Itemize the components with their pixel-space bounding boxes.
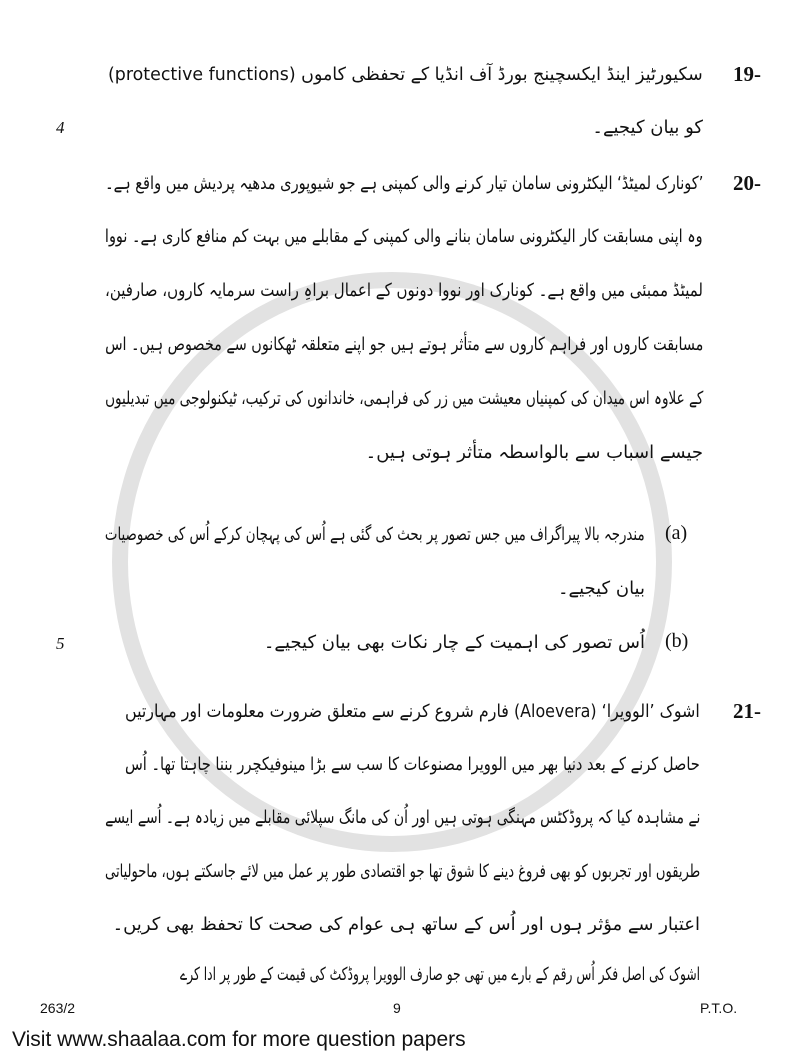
q21-line-5-text: اعتبار سے مؤثر ہوں اور اُس کے ساتھ ہی عوام کی صحت کا تحفظ بھی کریں۔ — [112, 914, 700, 935]
q20-line-3-text: لمیٹڈ ممبئی میں واقع ہے۔ کونارک اور نووا دونوں کے اعمال براہِ راست سرمایہ کاروں، صارفین، — [105, 280, 703, 301]
q20-line-4 — [105, 330, 703, 360]
q20-line-6-text: جیسے اسباب سے بالواسطہ متأثر ہوتی ہیں۔ — [365, 442, 703, 463]
q20-line-1 — [105, 169, 703, 199]
q19-marks: 4 — [56, 118, 65, 137]
q21-line-6 — [180, 960, 700, 990]
q20-b-line-1 — [105, 628, 645, 658]
q20-line-2 — [105, 222, 703, 252]
q21-line-4 — [105, 857, 700, 887]
q21-line-3 — [105, 803, 700, 833]
q21-line-1 — [125, 697, 700, 727]
q20-line-3 — [105, 276, 703, 306]
q19-line-1 — [108, 60, 703, 90]
visit-website-link[interactable]: Visit www.shaalaa.com for more question papers — [12, 1028, 466, 1051]
q20-a-line-1 — [105, 520, 645, 550]
q20-a-line-2-text: بیان کیجیے۔ — [557, 578, 645, 599]
q20-line-2-text: وہ اپنی مسابقت کار الیکٹرونی سامان بنانے والی کمپنی کے مقابلے میں بہت کم منافع کاری ہے۔ نووا — [105, 226, 703, 247]
q20-a-line-1-text: مندرجہ بالا پیراگراف میں جس تصور پر بحث کی گئی ہے اُس کی پہچان کرکے اُس کی خصوصیات — [105, 524, 645, 545]
question-number-19: 19- — [733, 62, 761, 86]
q21-line-2 — [125, 750, 700, 780]
please-turn-over: P.T.O. — [700, 1000, 738, 1016]
q21-line-1-text: اشوک ’الوویرا‘ (Aloevera) فارم شروع کرنے سے متعلق ضرورت معلومات اور مہارتیں — [125, 701, 700, 722]
q19-line-1-text: سکیورٹیز اینڈ ایکسچینج بورڈ آف انڈیا کے تحفظی کاموں (protective functions) — [108, 64, 703, 85]
q20-line-5-text: کے علاوہ اس میدان کی کمپنیاں معیشت میں زر کی فراہمی، خاندانوں کی ترکیب، ٹیکنولوجی میں تبدیلیوں — [104, 388, 703, 409]
q21-line-6-text: اشوک کی اصل فکر اُس رقم کے بارے میں تھی جو صارف الوویرا پروڈکٹ کی قیمت کے طور پر ادا کرے — [179, 964, 700, 985]
q20-line-6 — [105, 438, 703, 468]
q21-line-3-text: نے مشاہدہ کیا کہ پروڈکٹس مہنگی ہوتی ہیں اور اُن کی مانگ سپلائی مقابلے میں زیادہ ہے۔ اُسے ایسے — [104, 807, 700, 828]
q19-line-2-text: کو بیان کیجیے۔ — [592, 117, 703, 138]
q19-line-2 — [108, 113, 703, 143]
q21-line-2-text: حاصل کرنے کے بعد دنیا بھر میں الوویرا مصنوعات کا سب سے بڑا مینوفیکچرر بننا چاہتا تھا۔ اُس — [125, 754, 700, 775]
q21-line-4-text: طریقوں اور تجربوں کو بھی فروغ دینے کا شوق تھا جو اقتصادی طور پر عمل میں لائے جاسکتے ہوں، ماحولیاتی — [104, 861, 700, 882]
q21-line-5 — [105, 910, 700, 940]
q20-line-1-text: ’کونارک لمیٹڈ‘ الیکٹرونی سامان تیار کرنے والی کمپنی ہے جو شیوپوری مدھیہ پردیش میں واقع ہے۔ — [104, 173, 703, 194]
q20-line-5 — [105, 384, 703, 414]
q20-a-line-2 — [105, 574, 645, 604]
question-number-21: 21- — [733, 699, 761, 723]
page-number: 9 — [393, 1000, 401, 1016]
q20-b-line-1-text: اُس تصور کی اہمیت کے چار نکات بھی بیان کیجیے۔ — [263, 632, 645, 653]
q20-line-4-text: مسابقت کاروں اور فراہم کاروں سے متأثر ہوتے ہیں جو اپنے متعلقہ ٹھکانوں سے مخصوص ہیں۔ اس — [104, 334, 703, 355]
q20-sub-b-label: (b) — [665, 630, 689, 652]
paper-code: 263/2 — [40, 1000, 76, 1016]
q20-marks: 5 — [56, 634, 65, 653]
question-number-20: 20- — [733, 171, 761, 195]
q20-sub-a-label: (a) — [665, 522, 688, 544]
